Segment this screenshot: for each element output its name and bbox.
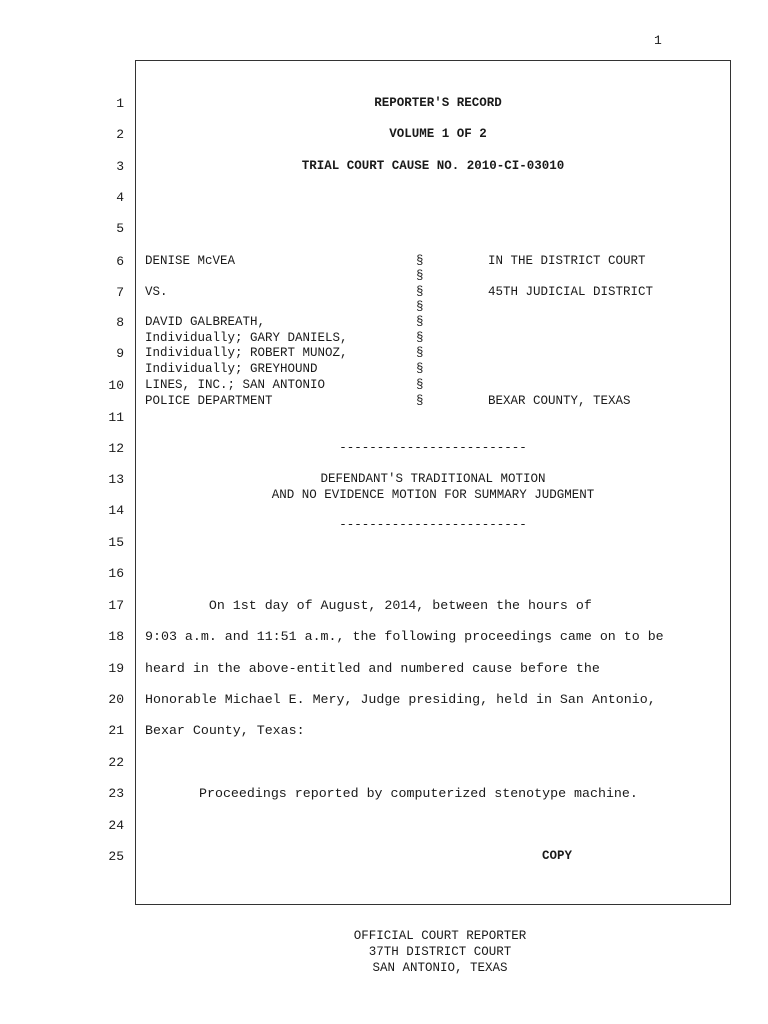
section-mark: § [416,300,424,314]
line-number: 8 [116,315,124,330]
divider-top: ------------------------- [339,441,527,455]
section-mark: § [416,285,424,299]
line-number: 9 [116,346,124,361]
defendant-line: Individually; GREYHOUND [145,362,318,376]
defendant-line: POLICE DEPARTMENT [145,394,273,408]
line-number: 6 [116,254,124,269]
section-mark: § [416,331,424,345]
court-name: IN THE DISTRICT COURT [488,254,646,268]
line-number: 19 [108,661,124,676]
section-mark: § [416,378,424,392]
line-number: 4 [116,190,124,205]
line-number: 2 [116,127,124,142]
footer-court: 37TH DISTRICT COURT [368,945,512,959]
line-number: 20 [108,692,124,707]
body-line: Bexar County, Texas: [145,723,305,738]
body-line: Honorable Michael E. Mery, Judge presiding, held in San Antonio, [145,692,656,707]
section-mark: § [416,315,424,329]
line-number: 18 [108,629,124,644]
body-line: heard in the above-entitled and numbered cause before the [145,661,600,676]
footer-city: SAN ANTONIO, TEXAS [372,961,508,975]
footer-reporter: OFFICIAL COURT REPORTER [353,929,527,943]
copy-label: COPY [542,849,573,863]
section-mark: § [416,394,424,408]
line-number: 25 [108,849,124,864]
versus-label: VS. [145,285,168,299]
defendant-line: LINES, INC.; SAN ANTONIO [145,378,326,392]
line-number: 10 [108,378,124,393]
judicial-district: 45TH JUDICIAL DISTRICT [488,285,654,299]
line-number: 13 [108,472,124,487]
line-number: 16 [108,566,124,581]
line-number: 24 [108,818,124,833]
defendant-line: DAVID GALBREATH, [145,315,266,329]
section-mark: § [416,362,424,376]
page-number: 1 [654,33,662,48]
volume-label: VOLUME 1 OF 2 [389,127,487,141]
section-mark: § [416,269,424,283]
divider-bottom: ------------------------- [339,518,527,532]
defendant-line: Individually; GARY DANIELS, [145,331,348,345]
motion-title-line2: AND NO EVIDENCE MOTION FOR SUMMARY JUDGMENT [271,488,595,502]
body-line: On 1st day of August, 2014, between the hours of [145,598,592,613]
motion-title-line1: DEFENDANT'S TRADITIONAL MOTION [320,472,546,486]
line-number: 1 [116,96,124,111]
record-title: REPORTER'S RECORD [374,96,502,110]
body-line: 9:03 a.m. and 11:51 a.m., the following proceedings came on to be [145,629,664,644]
plaintiff-name: DENISE McVEA [145,254,236,268]
line-number: 12 [108,441,124,456]
defendant-line: Individually; ROBERT MUNOZ, [145,346,348,360]
section-mark: § [416,254,424,268]
line-number: 14 [108,503,124,518]
cause-number: TRIAL COURT CAUSE NO. 2010-CI-03010 [301,159,565,173]
reported-by-note: Proceedings reported by computerized stenotype machine. [199,786,638,801]
line-number: 15 [108,535,124,550]
line-number: 23 [108,786,124,801]
line-number: 7 [116,285,124,300]
line-number: 22 [108,755,124,770]
line-number: 3 [116,159,124,174]
line-number: 21 [108,723,124,738]
county-name: BEXAR COUNTY, TEXAS [488,394,631,408]
section-mark: § [416,346,424,360]
line-number: 17 [108,598,124,613]
line-number: 5 [116,221,124,236]
line-number: 11 [108,410,124,425]
